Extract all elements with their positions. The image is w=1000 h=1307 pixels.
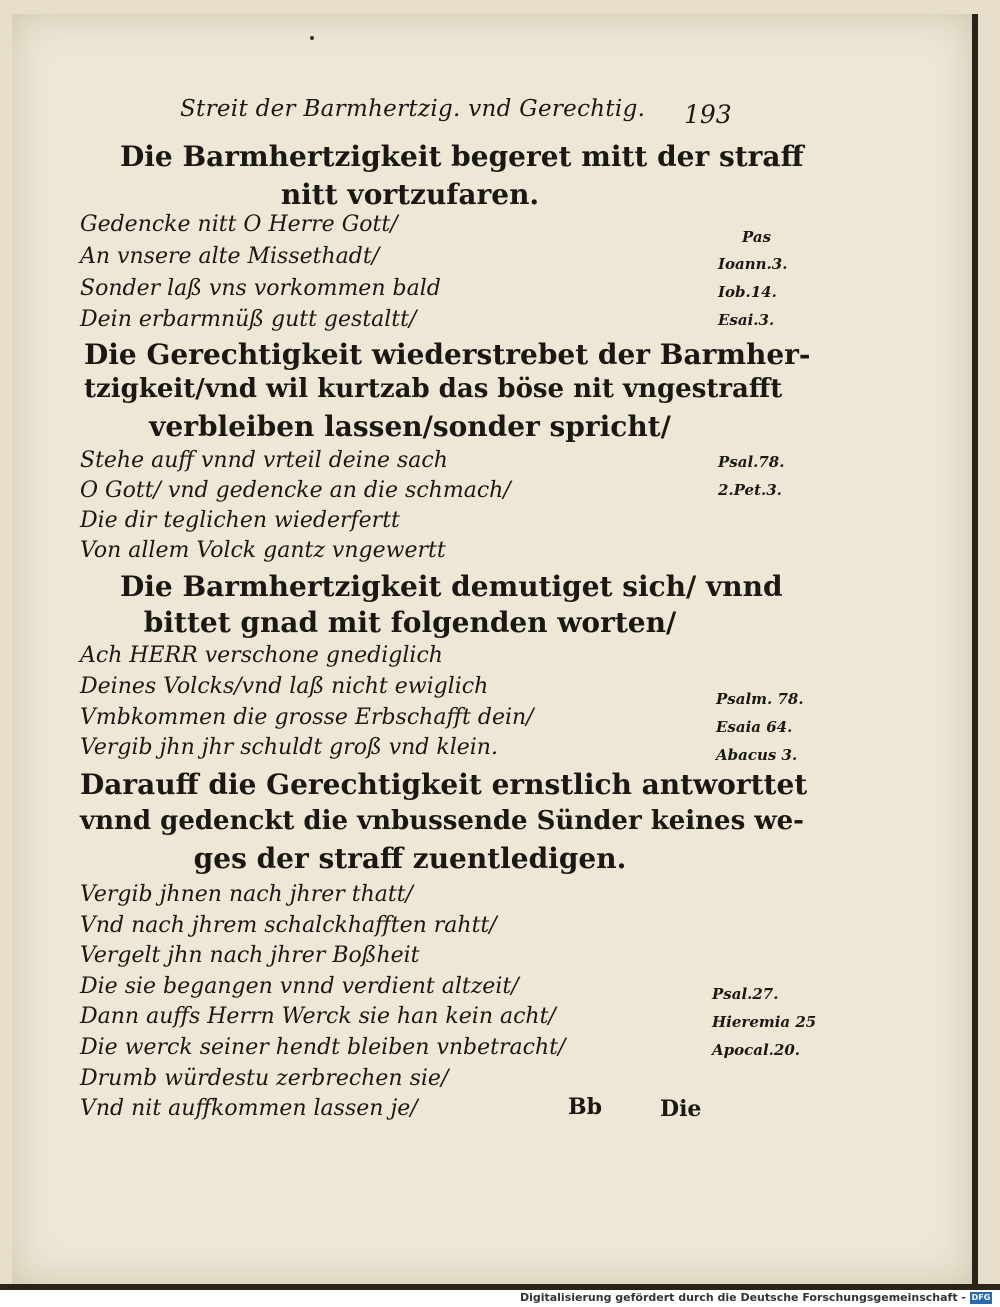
- signature-mark: Bb: [568, 1094, 602, 1120]
- margin-note: Pas: [742, 228, 772, 246]
- verse-line: Sonder laß vns vorkommen bald: [80, 276, 441, 301]
- verse-line: Die sie begangen vnnd verdient altzeit/: [80, 974, 519, 999]
- verse-line: Die dir teglichen wiederfertt: [80, 508, 400, 533]
- section-heading-line: verbleiben lassen/sonder spricht/: [149, 410, 671, 443]
- verse-line: Die werck seiner hendt bleiben vnbetracht/: [80, 1035, 566, 1060]
- verse-line: Vnd nach jhrem schalckhafften rahtt/: [80, 913, 497, 938]
- section-heading-line: Die Barmhertzigkeit begeret mitt der straff: [120, 140, 804, 173]
- running-head: Streit der Barmhertzig. vnd Gerechtig.: [180, 96, 646, 122]
- margin-note: Esaia 64.: [716, 718, 793, 736]
- margin-note: Iob.14.: [718, 283, 777, 301]
- section-heading-line: Die Barmhertzigkeit demutiget sich/ vnnd: [120, 570, 783, 603]
- margin-note: Esai.3.: [718, 311, 775, 329]
- section-heading-line: Die Gerechtigkeit wiederstrebet der Barmher‑: [84, 338, 811, 371]
- verse-line: Vergib jhnen nach jhrer thatt/: [80, 882, 413, 907]
- funding-notice: Digitalisierung gefördert durch die Deutsche Forschungsgemeinschaft -: [519, 1291, 966, 1304]
- margin-note: Abacus 3.: [716, 746, 798, 764]
- verse-line: Vnd nit auffkommen lassen je/: [80, 1096, 418, 1121]
- footer-bar: [0, 1290, 1000, 1307]
- dfg-logo: DFG: [971, 1293, 991, 1302]
- verse-line: Dein erbarmnüß gutt gestaltt/: [80, 307, 417, 332]
- verse-line: Vergelt jhn nach jhrer Boßheit: [80, 943, 420, 968]
- catchword: Die: [660, 1096, 702, 1122]
- section-heading-line: bittet gnad mit folgenden worten/: [143, 606, 677, 639]
- margin-note: Psalm. 78.: [716, 690, 804, 708]
- verse-line: Von allem Volck gantz vngewertt: [80, 538, 446, 563]
- section-heading-line: ges der straff zuentledigen.: [193, 842, 627, 875]
- margin-note: Ioann.3.: [718, 255, 788, 273]
- verse-line: Ach HERR verschone gnediglich: [80, 643, 443, 668]
- page-number: 193: [684, 100, 732, 129]
- margin-note: Psal.78.: [718, 453, 785, 471]
- verse-line: Gedencke nitt O Herre Gott/: [80, 212, 398, 237]
- verse-line: An vnsere alte Missethadt/: [80, 244, 380, 269]
- verse-line: Deines Volcks/vnd laß nicht ewiglich: [80, 674, 489, 699]
- margin-note: Psal.27.: [712, 985, 779, 1003]
- ink-speck: [310, 36, 314, 40]
- section-heading-line: vnnd gedenckt die vnbussende Sünder keines we‑: [80, 806, 804, 836]
- section-heading-line: Darauff die Gerechtigkeit ernstlich antworttet: [80, 768, 808, 801]
- section-heading-line: tzigkeit/vnd wil kurtzab das böse nit vngestrafft: [84, 374, 783, 404]
- margin-note: 2.Pet.3.: [718, 481, 782, 499]
- verse-line: Vmbkommen die grosse Erbschafft dein/: [80, 705, 534, 730]
- section-heading-line: nitt vortzufaren.: [280, 178, 540, 211]
- margin-note: Hieremia 25: [712, 1013, 817, 1031]
- verse-line: Drumb würdestu zerbrechen sie/: [80, 1066, 449, 1091]
- page-edge-right: [972, 14, 978, 1284]
- verse-line: Stehe auff vnnd vrteil deine sach: [80, 448, 448, 473]
- verse-line: Vergib jhn jhr schuldt groß vnd klein.: [80, 735, 498, 760]
- margin-note: Apocal.20.: [712, 1041, 801, 1059]
- verse-line: Dann auffs Herrn Werck sie han kein acht/: [80, 1004, 556, 1029]
- verse-line: O Gott/ vnd gedencke an die schmach/: [80, 478, 511, 503]
